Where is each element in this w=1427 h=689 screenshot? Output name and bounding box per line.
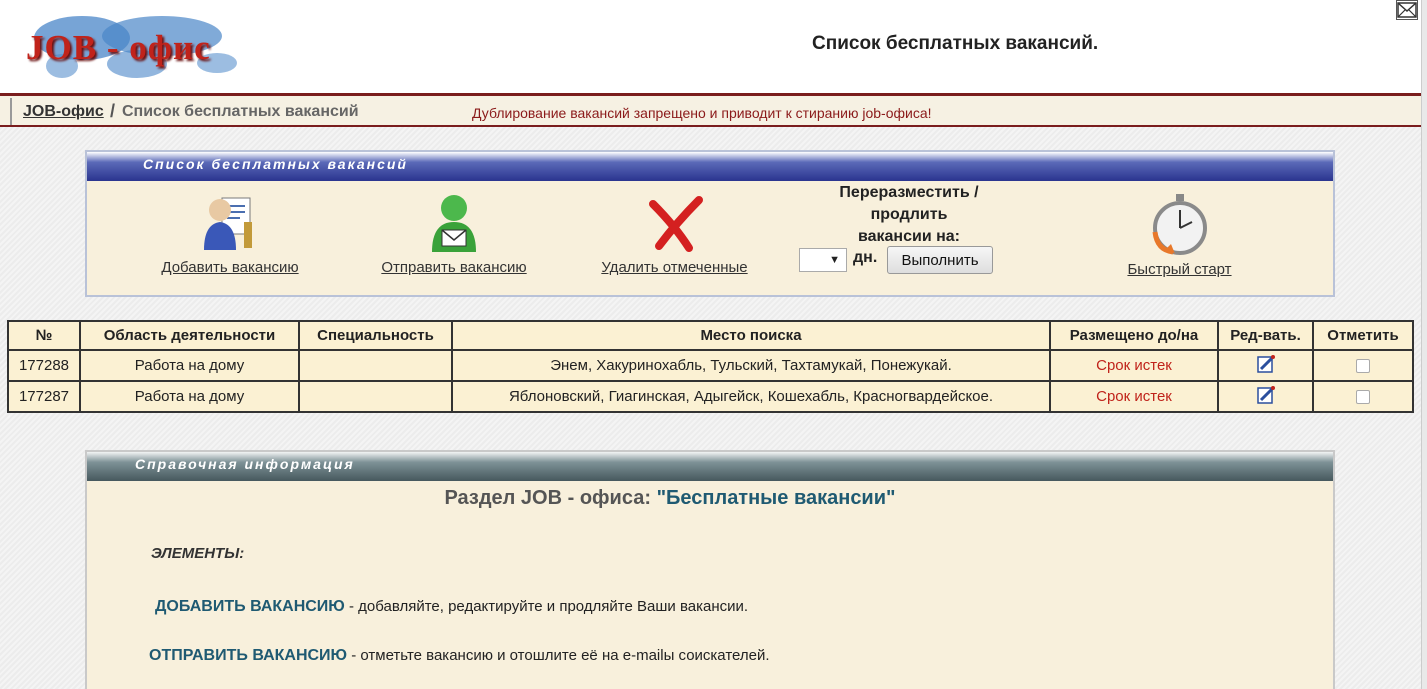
cell-mark bbox=[1313, 381, 1413, 412]
help-send-term: ОТПРАВИТЬ ВАКАНСИЮ bbox=[149, 647, 348, 664]
cell-area: Работа на дому bbox=[80, 350, 299, 381]
breadcrumb bbox=[0, 93, 1421, 127]
cell-area: Работа на дому bbox=[80, 381, 299, 412]
breadcrumb-current: Список бесплатных вакансий bbox=[122, 103, 359, 120]
cell-expired-status: Срок истек bbox=[1050, 350, 1218, 381]
help-panel-title: Справочная информация bbox=[87, 452, 1333, 481]
col-area: Область деятельности bbox=[80, 321, 299, 350]
cell-edit bbox=[1218, 381, 1313, 412]
delete-selected-tool[interactable] bbox=[592, 192, 757, 276]
cell-edit bbox=[1218, 350, 1313, 381]
quick-start-link[interactable]: Быстрый старт bbox=[1127, 261, 1232, 278]
edit-pencil-icon[interactable] bbox=[1256, 354, 1276, 374]
cell-specialty bbox=[299, 381, 452, 412]
breadcrumb-separator: / bbox=[110, 101, 116, 121]
help-info-panel bbox=[85, 450, 1335, 689]
help-add-term: ДОБАВИТЬ ВАКАНСИЮ bbox=[155, 598, 345, 615]
page-title: Список бесплатных вакансий. bbox=[812, 33, 1099, 54]
add-vacancy-tool[interactable] bbox=[155, 192, 305, 276]
repost-line-1: Переразместить / bbox=[839, 184, 979, 201]
site-header bbox=[0, 0, 1421, 93]
send-vacancy-icon bbox=[429, 192, 479, 256]
repost-line-3: вакансии на: bbox=[858, 228, 960, 245]
mail-icon[interactable] bbox=[1396, 0, 1418, 20]
stopwatch-icon bbox=[1147, 192, 1213, 258]
help-send-desc: - отметьте вакансию и отошлите её на e-mailы соискателей. bbox=[347, 647, 770, 664]
col-posted-until: Размещено до/на bbox=[1050, 321, 1218, 350]
delete-selected-link[interactable]: Удалить отмеченные bbox=[601, 259, 748, 276]
vacancies-toolbar-panel bbox=[85, 150, 1335, 297]
breadcrumb-divider bbox=[10, 98, 12, 125]
quick-start-tool[interactable] bbox=[1107, 192, 1252, 278]
cell-expired-status: Срок истек bbox=[1050, 381, 1218, 412]
send-vacancy-link[interactable]: Отправить вакансию bbox=[381, 259, 527, 276]
cell-id: 177287 bbox=[8, 381, 80, 412]
cell-id: 177288 bbox=[8, 350, 80, 381]
add-vacancy-link[interactable]: Добавить вакансию bbox=[161, 259, 299, 276]
row-checkbox[interactable] bbox=[1356, 390, 1370, 404]
breadcrumb-home-link[interactable]: JOB-офис bbox=[23, 103, 104, 120]
repost-line-2: продлить bbox=[870, 206, 948, 223]
cell-place: Энем, Хакуринохабль, Тульский, Тахтамукай, Понежукай. bbox=[452, 350, 1050, 381]
chevron-down-icon: ▼ bbox=[829, 254, 840, 266]
run-button[interactable]: Выполнить bbox=[887, 246, 993, 274]
col-place: Место поиска bbox=[452, 321, 1050, 350]
cell-specialty bbox=[299, 350, 452, 381]
repost-label bbox=[799, 182, 1019, 248]
table-row bbox=[8, 350, 1413, 381]
row-checkbox[interactable] bbox=[1356, 359, 1370, 373]
send-vacancy-tool[interactable] bbox=[374, 192, 534, 276]
col-specialty: Специальность bbox=[299, 321, 452, 350]
elements-label: ЭЛЕМЕНТЫ: bbox=[151, 545, 245, 562]
table-row bbox=[8, 381, 1413, 412]
section-heading bbox=[87, 487, 1253, 510]
help-add-line bbox=[155, 598, 748, 616]
col-edit: Ред-вать. bbox=[1218, 321, 1313, 350]
add-vacancy-icon bbox=[200, 192, 260, 256]
delete-x-icon bbox=[645, 192, 705, 256]
table-header-row bbox=[8, 321, 1413, 350]
cell-place: Яблоновский, Гиагинская, Адыгейск, Кошехабль, Красногвардейское. bbox=[452, 381, 1050, 412]
help-add-desc: - добавляйте, редактируйте и продляйте Ваши вакансии. bbox=[344, 598, 749, 615]
section-heading-prefix: Раздел JOB - офиса: bbox=[444, 487, 657, 509]
days-unit-label: дн. bbox=[853, 249, 878, 266]
days-select[interactable] bbox=[799, 248, 847, 272]
edit-pencil-icon[interactable] bbox=[1256, 385, 1276, 405]
cell-mark bbox=[1313, 350, 1413, 381]
help-send-line bbox=[149, 647, 770, 665]
col-number: № bbox=[8, 321, 80, 350]
section-heading-highlight: "Бесплатные вакансии" bbox=[656, 487, 896, 509]
toolbar-panel-title: Список бесплатных вакансий bbox=[87, 152, 1333, 181]
duplicate-warning: Дублирование вакансий запрещено и приводит к стиранию job-офиса! bbox=[472, 105, 932, 121]
vacancies-table bbox=[7, 320, 1414, 413]
col-mark: Отметить bbox=[1313, 321, 1413, 350]
logo-text: JOB - офис bbox=[26, 28, 211, 67]
job-office-logo[interactable] bbox=[22, 8, 248, 84]
right-divider bbox=[1421, 0, 1427, 689]
